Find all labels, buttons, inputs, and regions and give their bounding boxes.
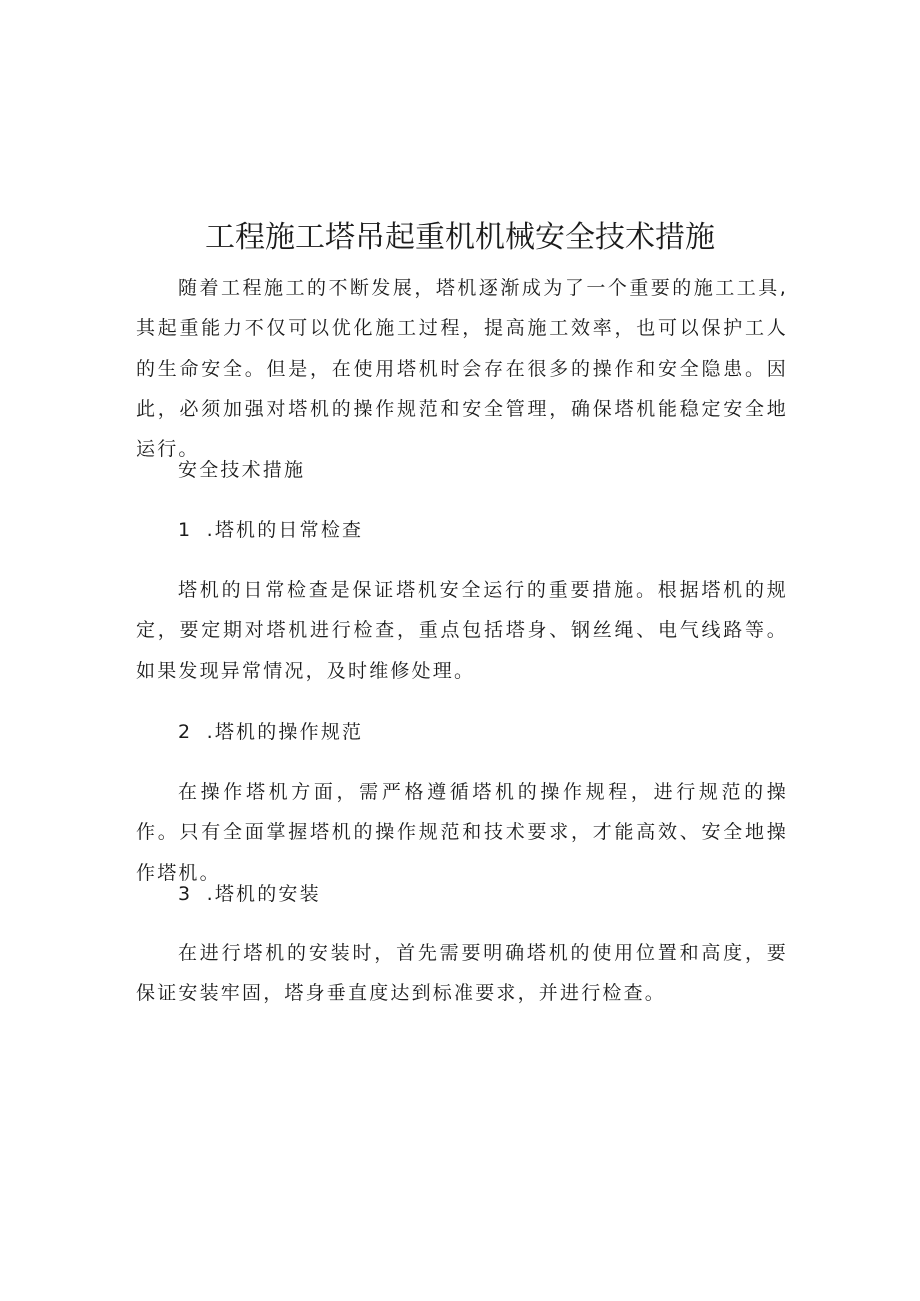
item-2-title: .塔机的操作规范 [206, 721, 364, 743]
item-1-number: 1 [178, 519, 191, 541]
item-1-heading [178, 515, 363, 545]
item-2-number: 2 [178, 721, 191, 743]
document-title: 工程施工塔吊起重机机械安全技术措施 [205, 220, 715, 255]
item-3-number: 3 [178, 883, 191, 905]
item-3-body: 在进行塔机的安装时，首先需要明确塔机的使用位置和高度，要保证安装牢固，塔身垂直度达到标准要求，并进行检查。 [136, 942, 788, 1005]
section-heading: 安全技术措施 [178, 459, 306, 481]
item-1-title: .塔机的日常检查 [206, 519, 364, 541]
item-3-heading [178, 879, 321, 909]
item-2-heading [178, 717, 363, 747]
item-3-title: .塔机的安装 [206, 883, 321, 905]
item-1-body: 塔机的日常检查是保证塔机安全运行的重要措施。根据塔机的规定，要定期对塔机进行检查，重点包括塔身、钢丝绳、电气线路等。如果发现异常情况，及时维修处理。 [136, 579, 788, 682]
intro-paragraph: 随着工程施工的不断发展，塔机逐渐成为了一个重要的施工工具,其起重能力不仅可以优化施工过程，提高施工效率，也可以保护工人的生命安全。但是，在使用塔机时会存在很多的操作和安全隐患。因此，必须加强对塔机的操作规范和安全管理，确保塔机能稳定安全地运行。 [136, 277, 788, 461]
item-2-body: 在操作塔机方面，需严格遵循塔机的操作规程，进行规范的操作。只有全面掌握塔机的操作规范和技术要求，才能高效、安全地操作塔机。 [136, 781, 788, 884]
